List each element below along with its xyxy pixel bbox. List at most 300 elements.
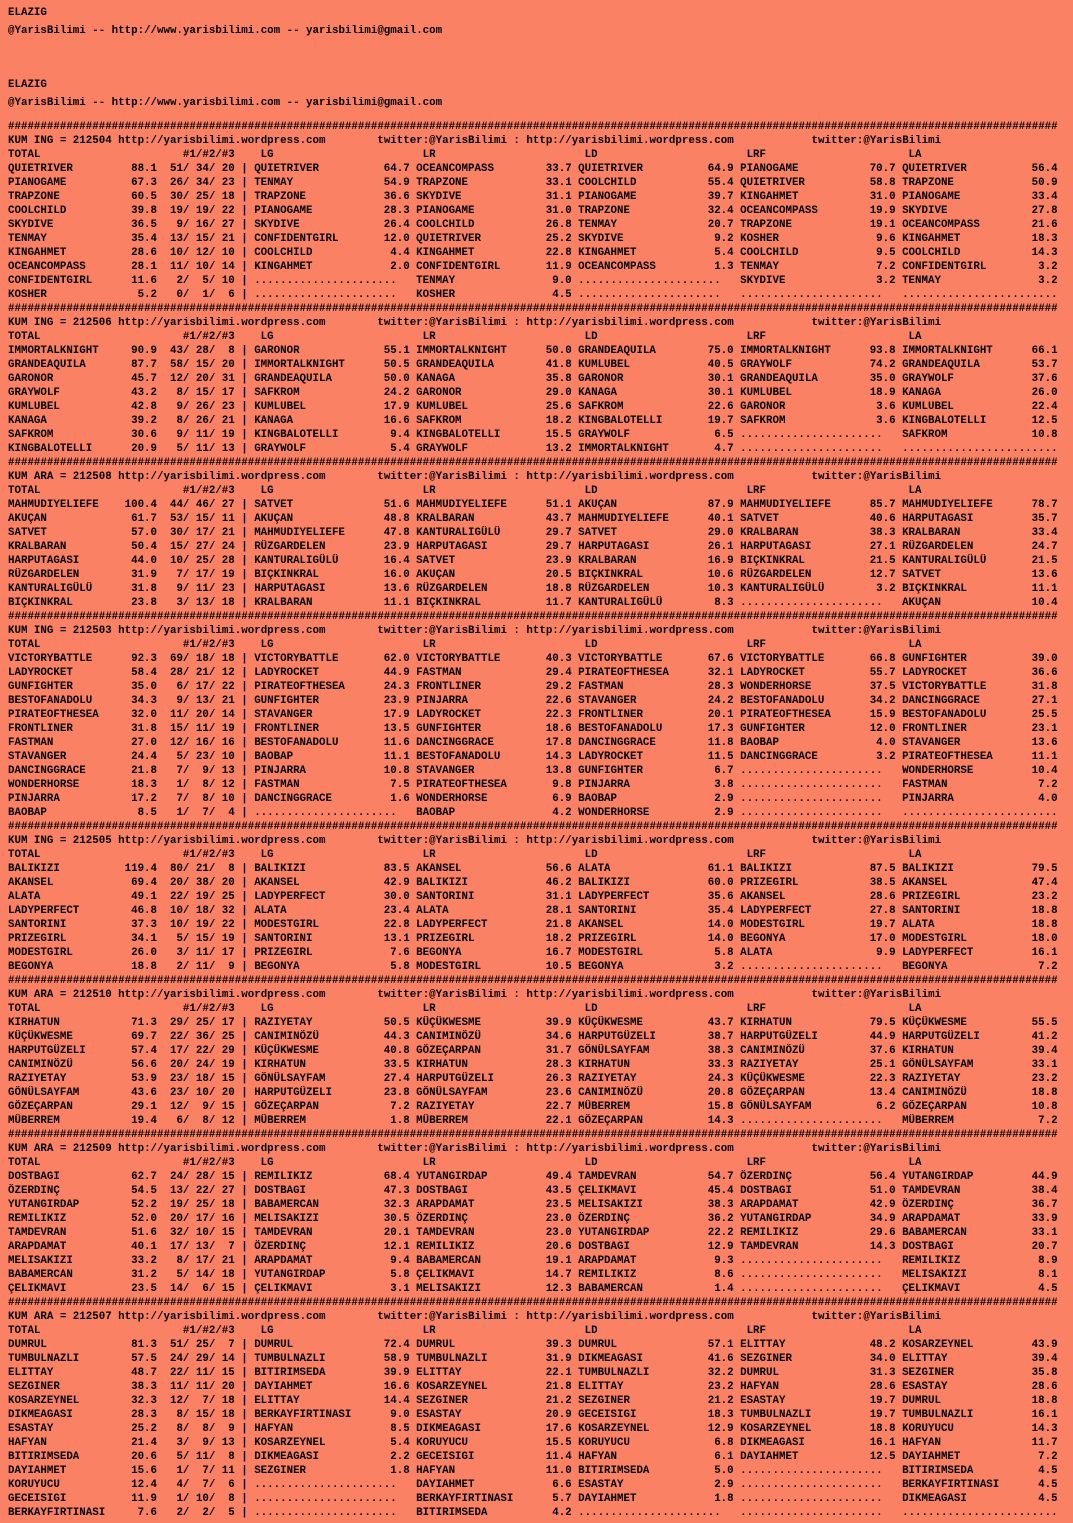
- wordpress-url: http://yarisbilimi.wordpress.com: [526, 317, 734, 329]
- entry-value: 7.2: [1038, 1115, 1058, 1127]
- placement-counts: 1/ 7/ 11: [169, 1465, 235, 1477]
- column-separator: |: [241, 387, 248, 399]
- entry-horse-name: GARONOR: [416, 387, 462, 399]
- section-header: [8, 624, 1073, 638]
- total-value: 43.6: [131, 1087, 158, 1099]
- table-row: [8, 400, 1073, 414]
- entry-value: 28.1: [545, 905, 572, 917]
- table-row: [8, 1016, 1073, 1030]
- section-code: KUM ARA = 212507: [8, 1311, 119, 1323]
- table-row: [8, 1184, 1073, 1198]
- table-row: [8, 1044, 1073, 1058]
- entry-value: 17.3: [707, 723, 734, 735]
- column-header-lg: LG: [260, 1157, 274, 1169]
- section-header: [8, 1142, 1073, 1156]
- entry-value: 36.2: [707, 1213, 734, 1225]
- column-separator: |: [241, 569, 248, 581]
- placement-counts: 11/ 10/ 14: [169, 261, 235, 273]
- entry-value: 28.3: [383, 205, 410, 217]
- entry-horse-name: DIKMEAGASI: [578, 1353, 643, 1365]
- entry-horse-name: HARPUTGÜZELI: [740, 1031, 818, 1043]
- table-row: [8, 876, 1073, 890]
- empty-entry-dots: ......................: [740, 1255, 883, 1267]
- entry-horse-name: SKYDIVE: [254, 219, 300, 231]
- spacer: [734, 834, 812, 848]
- entry-horse-name: QUIETRIVER: [902, 163, 967, 175]
- entry-value: 7.2: [390, 1101, 410, 1113]
- placement-counts: 22/ 11/ 15: [169, 1367, 235, 1379]
- horse-name: IMMORTALKNIGHT: [8, 345, 99, 357]
- entry-value: 25.5: [1031, 709, 1058, 721]
- placement-counts: 15/ 27/ 24: [169, 541, 235, 553]
- entry-horse-name: ARAPDAMAT: [902, 1213, 961, 1225]
- entry-horse-name: MÜBERREM: [254, 1115, 307, 1127]
- placement-counts: 3/ 9/ 13: [169, 1437, 235, 1449]
- entry-horse-name: KÜÇÜKWESME: [578, 1017, 643, 1029]
- entry-horse-name: MODESTGIRL: [578, 947, 643, 959]
- entry-horse-name: ALATA: [416, 905, 449, 917]
- total-value: 57.4: [131, 1045, 158, 1057]
- entry-value: 50.5: [383, 1017, 410, 1029]
- entry-value: 72.4: [383, 1339, 410, 1351]
- entry-value: 7.6: [390, 947, 410, 959]
- entry-horse-name: COOLCHILD: [254, 247, 313, 259]
- entry-value: 12.7: [869, 569, 896, 581]
- entry-horse-name: MELISAKIZI: [416, 1283, 481, 1295]
- table-row: [8, 1072, 1073, 1086]
- entry-value: 9.8: [552, 779, 572, 791]
- spacer: [235, 330, 254, 344]
- column-header-la: LA: [908, 149, 922, 161]
- entry-value: 20.1: [707, 709, 734, 721]
- entry-horse-name: DUMRUL: [254, 1339, 294, 1351]
- horse-name: SKYDIVE: [8, 219, 54, 231]
- column-header-la: LA: [908, 849, 922, 861]
- entry-value: 18.2: [545, 415, 572, 427]
- entry-value: 12.3: [545, 1283, 572, 1295]
- column-separator: |: [241, 527, 248, 539]
- entry-value: 20.7: [1031, 1241, 1058, 1253]
- entry-value: 18.8: [1031, 919, 1058, 931]
- column-header-lr: LR: [422, 149, 436, 161]
- entry-value: 22.6: [707, 401, 734, 413]
- total-value: 34.1: [131, 933, 158, 945]
- spacer: [326, 316, 378, 330]
- column-headers: [8, 330, 1073, 344]
- total-value: 32.3: [131, 1395, 158, 1407]
- twitter-handle: twitter:@YarisBilimi: [377, 989, 507, 1001]
- twitter-handle: twitter:@YarisBilimi: [811, 317, 942, 329]
- entry-horse-name: ALATA: [740, 947, 773, 959]
- column-separator: |: [241, 905, 248, 917]
- table-row: [8, 666, 1073, 680]
- total-value: 11.6: [131, 275, 158, 287]
- placement-counts: 0/ 1/ 6: [169, 289, 235, 301]
- entry-value: 42.9: [383, 877, 410, 889]
- entry-horse-name: QUIETRIVER: [578, 163, 643, 175]
- horse-name: KINGAHMET: [8, 247, 67, 259]
- entry-value: 22.8: [545, 247, 572, 259]
- entry-value: 19.7: [869, 919, 896, 931]
- column-separator: |: [241, 583, 248, 595]
- entry-value: 39.4: [1031, 1353, 1058, 1365]
- column-header-ld: LD: [584, 485, 598, 497]
- entry-horse-name: TRAPZONE: [578, 205, 630, 217]
- total-value: 62.7: [131, 1171, 158, 1183]
- entry-horse-name: TUMBULNAZLI: [578, 1367, 650, 1379]
- placement-counts: 2/ 2/ 5: [169, 1507, 235, 1519]
- total-value: 43.2: [131, 387, 158, 399]
- entry-horse-name: KINGAHMET: [416, 247, 475, 259]
- column-header-lg: LG: [260, 485, 274, 497]
- wordpress-url: http://yarisbilimi.wordpress.com: [118, 471, 326, 483]
- entry-value: 3.2: [714, 961, 734, 973]
- entry-horse-name: DAYIAHMET: [254, 1381, 313, 1393]
- entry-value: 29.0: [707, 527, 734, 539]
- entry-horse-name: KANTURALIGÜLÜ: [902, 555, 987, 567]
- table-row: [8, 1366, 1073, 1380]
- horse-name: MÜBERREM: [8, 1115, 60, 1127]
- entry-horse-name: KOSARZEYNEL: [416, 1381, 488, 1393]
- entry-value: 18.3: [707, 1409, 734, 1421]
- entry-value: 23.2: [1031, 1073, 1058, 1085]
- entry-horse-name: COOLCHILD: [902, 247, 961, 259]
- entry-horse-name: HAFYAN: [254, 1423, 294, 1435]
- column-header-la: LA: [908, 639, 922, 651]
- entry-value: 28.6: [1031, 1381, 1058, 1393]
- entry-value: 3.1: [390, 1283, 410, 1295]
- entry-horse-name: KRALBARAN: [740, 527, 799, 539]
- entry-horse-name: QUIETRIVER: [740, 177, 805, 189]
- entry-horse-name: KÜÇÜKWESME: [740, 1073, 805, 1085]
- entry-horse-name: KUMLUBEL: [254, 401, 307, 413]
- placement-counts: 26/ 34/ 23: [169, 177, 235, 189]
- total-value: 48.7: [131, 1367, 158, 1379]
- entry-horse-name: LADYPERFECT: [740, 905, 812, 917]
- entry-value: 38.3: [707, 1045, 734, 1057]
- empty-entry-dots: ......................: [740, 1479, 883, 1491]
- total-value: 8.5: [137, 807, 158, 819]
- entry-horse-name: ESASTAY: [902, 1381, 948, 1393]
- entry-horse-name: GRAYWOLF: [740, 359, 792, 371]
- column-header-ld: LD: [584, 1003, 598, 1015]
- horse-name: KANTURALIGÜLÜ: [8, 583, 93, 595]
- entry-horse-name: BIÇKINKRAL: [740, 555, 805, 567]
- entry-horse-name: FRONTLINER: [578, 709, 643, 721]
- empty-entry-dots: ......................: [578, 275, 721, 287]
- entry-value: 30.0: [383, 891, 410, 903]
- entry-value: 13.1: [383, 933, 410, 945]
- placement-counts: 10/ 25/ 28: [169, 555, 235, 567]
- entry-value: 51.0: [869, 1185, 896, 1197]
- entry-value: 9.4: [390, 1255, 410, 1267]
- twitter-handle: twitter:@YarisBilimi: [377, 625, 507, 637]
- column-separator: |: [241, 933, 248, 945]
- entry-horse-name: HARPUTGÜZELI: [254, 1087, 332, 1099]
- horse-name: BALIKIZI: [8, 863, 60, 875]
- column-separator: |: [241, 1185, 248, 1197]
- entry-horse-name: TRAPZONE: [740, 219, 792, 231]
- entry-value: 44.3: [383, 1031, 410, 1043]
- entry-value: 67.6: [707, 653, 734, 665]
- entry-value: 56.4: [869, 1171, 896, 1183]
- entry-horse-name: CONFIDENTGIRL: [902, 261, 987, 273]
- entry-value: 11.5: [707, 751, 734, 763]
- entry-horse-name: BIÇKINKRAL: [578, 569, 643, 581]
- table-row: [8, 904, 1073, 918]
- entry-value: 22.6: [545, 695, 572, 707]
- column-separator: |: [241, 807, 248, 819]
- entry-horse-name: HARPUTAGASI: [902, 513, 974, 525]
- entry-horse-name: IMMORTALKNIGHT: [254, 359, 345, 371]
- column-separator: |: [241, 415, 248, 427]
- empty-entry-dots: ........................: [902, 807, 1058, 819]
- horse-name: DUMRUL: [8, 1339, 47, 1351]
- section-header: [8, 134, 1073, 148]
- total-value: 18.8: [131, 961, 158, 973]
- placement-counts: 7/ 17/ 19: [169, 569, 235, 581]
- entry-horse-name: KUMLUBEL: [578, 359, 630, 371]
- entry-value: 38.5: [869, 877, 896, 889]
- entry-value: 44.9: [1031, 1171, 1058, 1183]
- total-value: 67.3: [131, 177, 158, 189]
- contact-line: @YarisBilimi -- http://www.yarisbilimi.com -- yarisbilimi@gmail.com: [8, 25, 443, 37]
- entry-value: 23.5: [545, 1199, 572, 1211]
- entry-value: 56.4: [1031, 163, 1058, 175]
- table-row: [8, 722, 1073, 736]
- entry-value: 79.5: [1031, 863, 1058, 875]
- horse-name: TENMAY: [8, 233, 47, 245]
- entry-horse-name: TUMBULNAZLI: [902, 1409, 974, 1421]
- table-row: [8, 1226, 1073, 1240]
- entry-value: 34.6: [545, 1031, 572, 1043]
- wordpress-url: http://yarisbilimi.wordpress.com: [118, 989, 326, 1001]
- entry-value: 13.2: [545, 443, 572, 455]
- table-row: [8, 890, 1073, 904]
- entry-value: 4.5: [552, 289, 572, 301]
- horse-name: GRANDEAQUILA: [8, 359, 86, 371]
- entry-value: 39.7: [707, 191, 734, 203]
- entry-value: 30.1: [707, 373, 734, 385]
- table-row: [8, 582, 1073, 596]
- table-row: [8, 1114, 1073, 1128]
- total-value: 7.6: [137, 1507, 158, 1519]
- entry-horse-name: BEGONYA: [578, 961, 624, 973]
- table-row: [8, 1212, 1073, 1226]
- entry-value: 66.1: [1031, 345, 1058, 357]
- entry-horse-name: KORUYUCU: [578, 1437, 630, 1449]
- column-header-lrf: LRF: [746, 639, 767, 651]
- table-row: [8, 1086, 1073, 1100]
- table-row: [8, 442, 1073, 456]
- total-value: 27.0: [131, 737, 158, 749]
- entry-horse-name: DANCINGGRACE: [740, 751, 818, 763]
- twitter-handle: twitter:@YarisBilimi: [811, 1143, 942, 1155]
- entry-horse-name: DOSTBAGI: [416, 1185, 469, 1197]
- entry-value: 1.8: [714, 1493, 734, 1505]
- entry-horse-name: MELISAKIZI: [254, 1213, 319, 1225]
- placement-counts: 12/ 20/ 31: [169, 373, 235, 385]
- entry-horse-name: FASTMAN: [416, 667, 462, 679]
- section-divider: ##################################################################################################################################################################: [8, 975, 1058, 987]
- horse-name: TAMDEVRAN: [8, 1227, 67, 1239]
- entry-value: 21.2: [545, 1395, 572, 1407]
- column-header-lr: LR: [422, 639, 436, 651]
- horse-name: LADYPERFECT: [8, 905, 80, 917]
- entry-horse-name: BABAMERCAN: [254, 1199, 319, 1211]
- entry-value: 10.5: [545, 961, 572, 973]
- entry-horse-name: ALATA: [578, 863, 611, 875]
- entry-value: 18.3: [1031, 233, 1058, 245]
- placement-counts: 23/ 18/ 15: [169, 1073, 235, 1085]
- entry-horse-name: KINGAHMET: [578, 247, 637, 259]
- horse-name: ALATA: [8, 891, 41, 903]
- horse-name: TRAPZONE: [8, 191, 60, 203]
- table-row: [8, 1240, 1073, 1254]
- entry-value: 16.6: [383, 1381, 410, 1393]
- placement-counts: 80/ 21/ 8: [169, 863, 235, 875]
- column-header-lr: LR: [422, 485, 436, 497]
- entry-horse-name: TAMDEVRAN: [416, 1227, 475, 1239]
- entry-value: 18.8: [1031, 905, 1058, 917]
- entry-horse-name: SAFKROM: [578, 401, 624, 413]
- total-value: 36.5: [131, 219, 158, 231]
- placement-counts: 5/ 15/ 19: [169, 933, 235, 945]
- horse-name: GECEISIGI: [8, 1493, 67, 1505]
- entry-horse-name: KÜÇÜKWESME: [902, 1017, 967, 1029]
- column-header-la: LA: [908, 485, 922, 497]
- placement-counts: 22/ 19/ 25: [169, 891, 235, 903]
- table-row: [8, 1450, 1073, 1464]
- entry-horse-name: GARONOR: [254, 345, 300, 357]
- entry-value: 10.8: [1031, 429, 1058, 441]
- entry-horse-name: GUNFIGHTER: [254, 695, 319, 707]
- entry-value: 57.1: [707, 1339, 734, 1351]
- empty-entry-dots: ......................: [740, 597, 883, 609]
- horse-name: HAFYAN: [8, 1437, 47, 1449]
- entry-horse-name: KINGBALOTELLI: [254, 429, 339, 441]
- entry-horse-name: BESTOFANADOLU: [578, 723, 663, 735]
- entry-value: 2.9: [714, 807, 734, 819]
- entry-value: 11.1: [1031, 751, 1058, 763]
- entry-horse-name: DIKMEAGASI: [416, 1423, 481, 1435]
- entry-value: 7.5: [390, 779, 410, 791]
- horse-name: BESTOFANADOLU: [8, 695, 93, 707]
- entry-value: 41.6: [707, 1353, 734, 1365]
- entry-value: 30.1: [707, 387, 734, 399]
- placement-counts: 20/ 17/ 16: [169, 1213, 235, 1225]
- section-code: KUM ING = 212504: [8, 135, 119, 147]
- entry-value: 23.9: [545, 555, 572, 567]
- total-value: 38.3: [131, 1381, 158, 1393]
- column-header-lg: LG: [260, 1003, 274, 1015]
- column-separator: |: [241, 1367, 248, 1379]
- entry-value: 38.3: [707, 1199, 734, 1211]
- column-separator: |: [241, 289, 248, 301]
- entry-horse-name: BITIRIMSEDA: [578, 1465, 650, 1477]
- table-row: [8, 386, 1073, 400]
- column-separator: |: [241, 737, 248, 749]
- table-row: [8, 1492, 1073, 1506]
- contact-line: @YarisBilimi -- http://www.yarisbilimi.com -- yarisbilimi@gmail.com: [8, 97, 443, 109]
- entry-horse-name: TENMAY: [416, 275, 456, 287]
- entry-horse-name: STAVANGER: [254, 709, 313, 721]
- entry-horse-name: GRANDEAQUILA: [578, 345, 656, 357]
- entry-value: 25.6: [545, 401, 572, 413]
- entry-value: 11.0: [545, 1465, 572, 1477]
- entry-horse-name: AKUÇAN: [902, 597, 941, 609]
- entry-horse-name: PINJARRA: [416, 695, 469, 707]
- entry-horse-name: BITIRIMSEDA: [254, 1367, 326, 1379]
- entry-horse-name: RAZIYETAY: [902, 1073, 961, 1085]
- placement-counts: 28/ 21/ 12: [169, 667, 235, 679]
- entry-horse-name: YUTANGIRDAP: [254, 1269, 326, 1281]
- entry-horse-name: TRAPZONE: [254, 191, 307, 203]
- entry-horse-name: KOSHER: [416, 289, 456, 301]
- entry-horse-name: PRIZEGIRL: [740, 877, 799, 889]
- total-value: 45.7: [131, 373, 158, 385]
- entry-horse-name: WONDERHORSE: [416, 793, 488, 805]
- placement-counts: 12/ 16/ 16: [169, 737, 235, 749]
- placement-counts: 14/ 6/ 15: [169, 1283, 235, 1295]
- column-separator: |: [241, 1451, 248, 1463]
- entry-value: 37.6: [1031, 373, 1058, 385]
- entry-horse-name: BABAMERCAN: [416, 1255, 481, 1267]
- entry-value: 26.3: [545, 1073, 572, 1085]
- entry-value: 14.7: [545, 1269, 572, 1281]
- entry-horse-name: ARAPDAMAT: [578, 1255, 637, 1267]
- entry-horse-name: BABAMERCAN: [578, 1283, 643, 1295]
- entry-value: 4.5: [1038, 1479, 1058, 1491]
- empty-entry-dots: ......................: [740, 765, 883, 777]
- placement-counts: 51/ 25/ 7: [169, 1339, 235, 1351]
- wordpress-url: http://yarisbilimi.wordpress.com: [118, 1311, 326, 1323]
- entry-value: 29.4: [545, 667, 572, 679]
- entry-horse-name: KRALBARAN: [578, 555, 637, 567]
- entry-value: 5.8: [714, 947, 734, 959]
- section-code: KUM ING = 212506: [8, 317, 119, 329]
- table-row: [8, 792, 1073, 806]
- entry-horse-name: TUMBULNAZLI: [254, 1353, 326, 1365]
- separator-colon: :: [506, 135, 527, 147]
- entry-value: 4.5: [1038, 1283, 1058, 1295]
- entry-horse-name: BEGONYA: [254, 961, 300, 973]
- total-value: 71.3: [131, 1017, 158, 1029]
- entry-horse-name: BIÇKINKRAL: [902, 583, 967, 595]
- spacer: [734, 316, 812, 330]
- table-row: [8, 960, 1073, 974]
- total-value: 18.3: [131, 779, 158, 791]
- entry-value: 66.8: [869, 653, 896, 665]
- entry-horse-name: BEGONYA: [740, 933, 786, 945]
- placement-counts: 2/ 5/ 10: [169, 275, 235, 287]
- horse-name: BITIRIMSEDA: [8, 1451, 80, 1463]
- entry-value: 38.4: [1031, 1185, 1058, 1197]
- entry-horse-name: BALIKIZI: [740, 863, 792, 875]
- entry-value: 5.0: [714, 1465, 734, 1477]
- entry-value: 24.2: [707, 695, 734, 707]
- placement-counts: 12/ 9/ 15: [169, 1101, 235, 1113]
- placement-counts: 5/ 11/ 8: [169, 1451, 235, 1463]
- entry-horse-name: KOSARZEYNEL: [740, 1423, 812, 1435]
- entry-value: 19.7: [707, 415, 734, 427]
- total-value: 17.2: [131, 793, 158, 805]
- entry-horse-name: YUTANGIRDAP: [416, 1171, 488, 1183]
- entry-value: 29.6: [869, 1227, 896, 1239]
- horse-name: STAVANGER: [8, 751, 67, 763]
- placement-counts: 8/ 15/ 18: [169, 1409, 235, 1421]
- column-header-lrf: LRF: [746, 1325, 767, 1337]
